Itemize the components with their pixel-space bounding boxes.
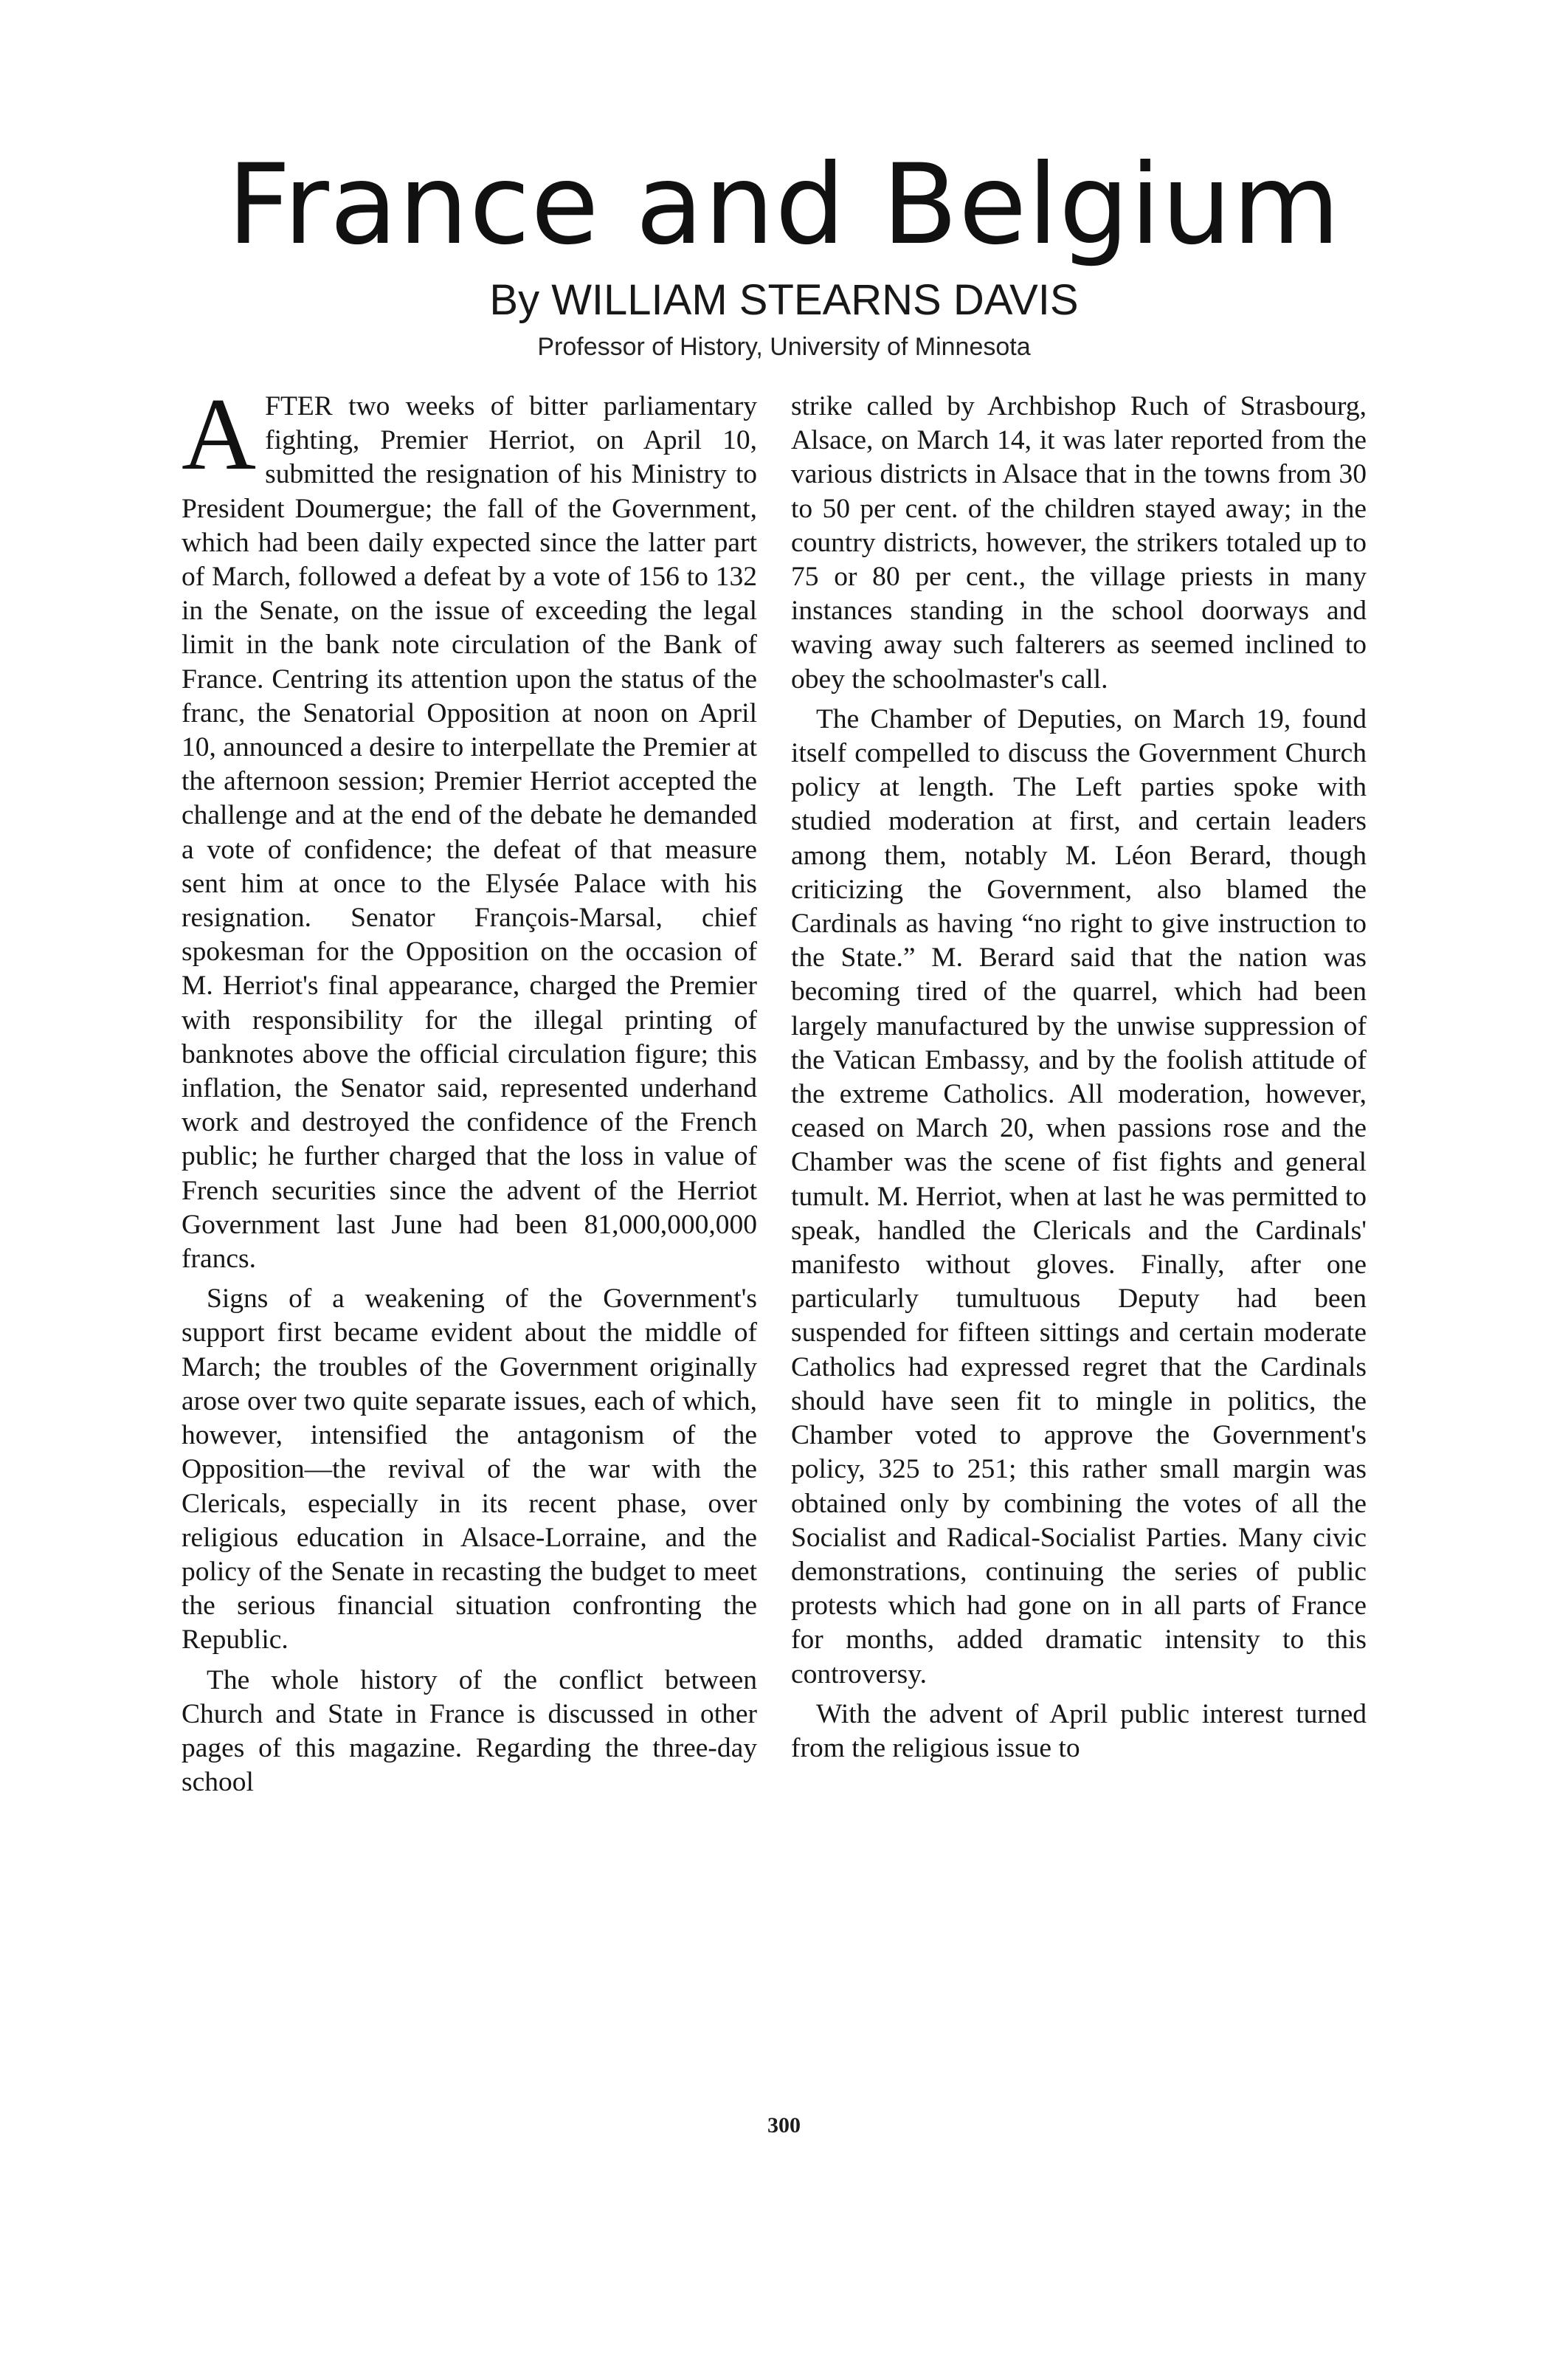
paragraph: With the advent of April public interest turned from the religious issue to (791, 1698, 1367, 1763)
opening-word: FTER (265, 391, 333, 421)
paragraph: strike called by Archbishop Ruch of Strasbourg, Alsace, on March 14, it was later reported from the various districts in Alsace that in the towns from 30 to 50 per cent. of the children stayed away; in the country districts, however, the strikers totaled up to 75 or 80 per cent., the village priests in many instances standing in the school doorways and waving away such falterers as seemed inclined to obey the schoolmaster's call. (791, 391, 1367, 695)
author-affiliation: Professor of History, University of Minnesota (537, 333, 1031, 361)
author-byline: By WILLIAM STEARNS DAVIS (489, 276, 1079, 324)
paragraph: The whole history of the conflict between Church and State in France is discussed in other pages of this magazine. Regarding the three-day school (182, 1664, 757, 1798)
right-column (791, 390, 1367, 2102)
paragraph: The Chamber of Deputies, on March 19, found itself compelled to discuss the Government Church policy at length. The Left parties spoke with studied moderation at first, and certain leaders among them, notably M. Léon Berard, though criticizing the Government, also blamed the Cardinals as having “no right to give instruction to the State.” M. Berard said that the nation was becoming tired of the quarrel, which had been largely manufactured by the unwise suppression of the Vatican Embassy, and by the foolish attitude of the extreme Catholics. All moderation, however, ceased on March 20, when passions rose and the Chamber was the scene of fist fights and general tumult. M. Herriot, when at last he was permitted to speak, handled the Clericals and the Cardinals' manifesto without gloves. Finally, after one particularly tumultuous Deputy had been suspended for fifteen sittings and certain moderate Catholics had expressed regret that the Cardinals should have seen fit to mingle in politics, the Chamber voted to approve the Government's policy, 325 to 251; this rather small margin was obtained only by combining the votes of all the Socialist and Radical-Socialist Parties. Many civic demonstrations, continuing the series of public protests which had gone on in all parts of France for months, added dramatic intensity to this controversy. (791, 703, 1367, 1689)
article-title: France and Belgium (227, 141, 1341, 269)
page-number: 300 (767, 2113, 801, 2137)
paragraph-text: two weeks of bitter parliamentary fighting, Premier Herriot, on April 10, submitted the resignation of his Ministry to President Doumergue; the fall of the Government, which had been daily expected since the latter part of March, followed a defeat by a vote of 156 to 132 in the Senate, on the issue of exceeding the legal limit in the bank note circulation of the Bank of France. Centring its attention upon the status of the franc, the Senatorial Opposition at noon on April 10, announced a desire to interpellate the Premier at the afternoon session; Premier Herriot accepted the challenge and at the end of the debate he demanded a vote of confidence; the defeat of that measure sent him at once to the Elysée Palace with his resignation. Senator François-Marsal, chief spokesman for the Opposition on the occasion of M. Herriot's final appearance, charged the Premier with responsibility for the illegal printing of banknotes above the official circulation figure; this inflation, the Senator said, represented underhand work and destroyed the confidence of the French public; he further charged that the loss in value of French securities since the advent of the Herriot Government last June had been 81,000,000,000 francs. (182, 391, 757, 1275)
paragraph (182, 390, 757, 1276)
paragraph: Signs of a weakening of the Government's support first became evident about the middle of March; the troubles of the Government originally arose over two quite separate issues, each of which, however, intensified the antagonism of the Opposition—the revival of the war with the Clericals, especially in its recent phase, over religious education in Alsace-Lorraine, and the policy of the Senate in recasting the budget to meet the serious financial situation confronting the Republic. (182, 1284, 757, 1656)
left-column (182, 390, 757, 2102)
drop-cap: A (182, 390, 257, 492)
